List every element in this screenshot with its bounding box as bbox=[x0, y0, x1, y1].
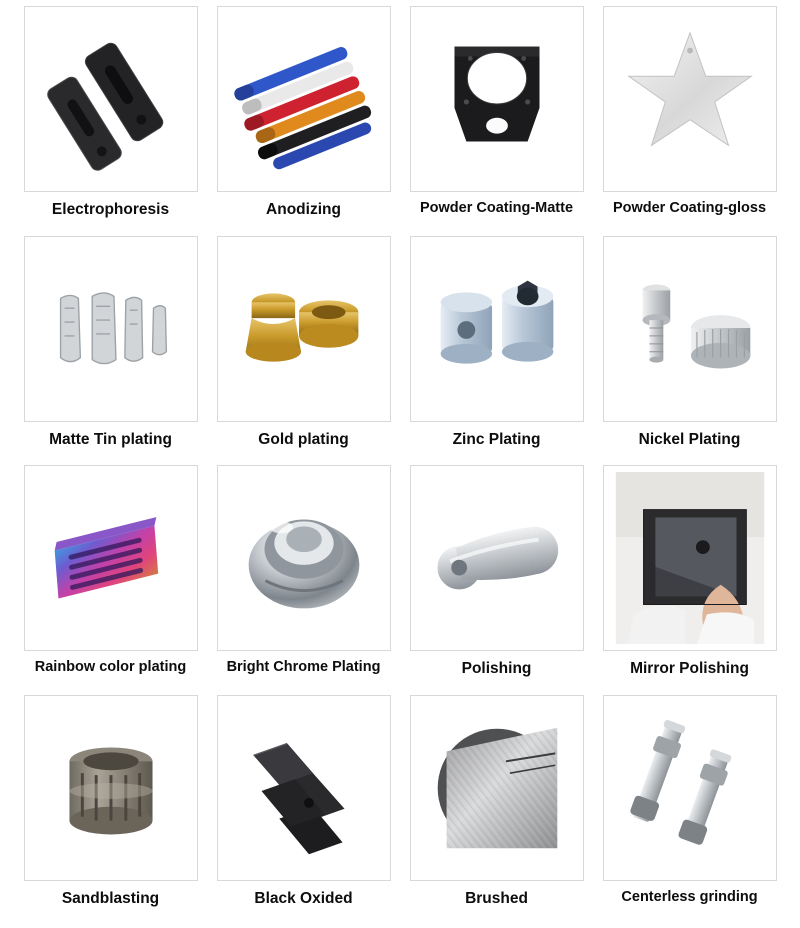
gallery-item[interactable] bbox=[207, 6, 400, 236]
thumbnail-brushed[interactable] bbox=[410, 695, 584, 881]
item-label: Rainbow color plating bbox=[34, 659, 187, 675]
thumbnail-black-oxided[interactable] bbox=[217, 695, 391, 881]
gallery-item[interactable] bbox=[400, 465, 593, 695]
thumbnail-matte-tin-plating[interactable] bbox=[24, 236, 198, 422]
thumbnail-sandblasting[interactable] bbox=[24, 695, 198, 881]
thumbnail-anodizing[interactable] bbox=[217, 6, 391, 192]
item-label: Brushed bbox=[465, 889, 528, 907]
gallery-item[interactable] bbox=[207, 236, 400, 466]
gallery-item[interactable] bbox=[14, 465, 207, 695]
item-label: Anodizing bbox=[266, 201, 341, 218]
item-label: Black Oxided bbox=[254, 889, 353, 907]
item-label: Zinc Plating bbox=[452, 430, 541, 448]
thumbnail-rainbow-color-plating[interactable] bbox=[24, 465, 198, 651]
thumbnail-powder-coating-matte[interactable] bbox=[410, 6, 584, 192]
item-label: Electrophoresis bbox=[51, 201, 170, 218]
thumbnail-bright-chrome-plating[interactable] bbox=[217, 465, 391, 651]
item-label: Bright Chrome Plating bbox=[226, 659, 381, 675]
item-label: Gold plating bbox=[258, 430, 349, 448]
gallery-item[interactable] bbox=[593, 6, 786, 236]
gallery-item[interactable] bbox=[593, 465, 786, 695]
thumbnail-mirror-polishing[interactable] bbox=[603, 465, 777, 651]
thumbnail-polishing[interactable] bbox=[410, 465, 584, 651]
item-label: Powder Coating-gloss bbox=[612, 200, 767, 216]
gallery-item[interactable] bbox=[400, 695, 593, 925]
gallery-item[interactable] bbox=[207, 465, 400, 695]
thumbnail-zinc-plating[interactable] bbox=[410, 236, 584, 422]
item-label: Nickel Plating bbox=[638, 430, 741, 448]
gallery-item[interactable] bbox=[14, 6, 207, 236]
thumbnail-centerless-grinding[interactable] bbox=[603, 695, 777, 881]
thumbnail-electrophoresis[interactable] bbox=[24, 6, 198, 192]
item-label: Mirror Polishing bbox=[630, 660, 749, 677]
thumbnail-gold-plating[interactable] bbox=[217, 236, 391, 422]
gallery-item[interactable] bbox=[14, 695, 207, 925]
gallery-item[interactable] bbox=[593, 236, 786, 466]
gallery-item[interactable] bbox=[400, 236, 593, 466]
item-label: Matte Tin plating bbox=[49, 430, 172, 448]
gallery-item[interactable] bbox=[207, 695, 400, 925]
item-label: Centerless grinding bbox=[621, 888, 758, 905]
thumbnail-powder-coating-gloss[interactable] bbox=[603, 6, 777, 192]
gallery-item[interactable] bbox=[593, 695, 786, 925]
gallery-item[interactable] bbox=[400, 6, 593, 236]
item-label: Polishing bbox=[461, 660, 532, 677]
thumbnail-nickel-plating[interactable] bbox=[603, 236, 777, 422]
gallery-item[interactable] bbox=[14, 236, 207, 466]
item-label: Sandblasting bbox=[61, 889, 160, 907]
item-label: Powder Coating-Matte bbox=[419, 200, 574, 216]
